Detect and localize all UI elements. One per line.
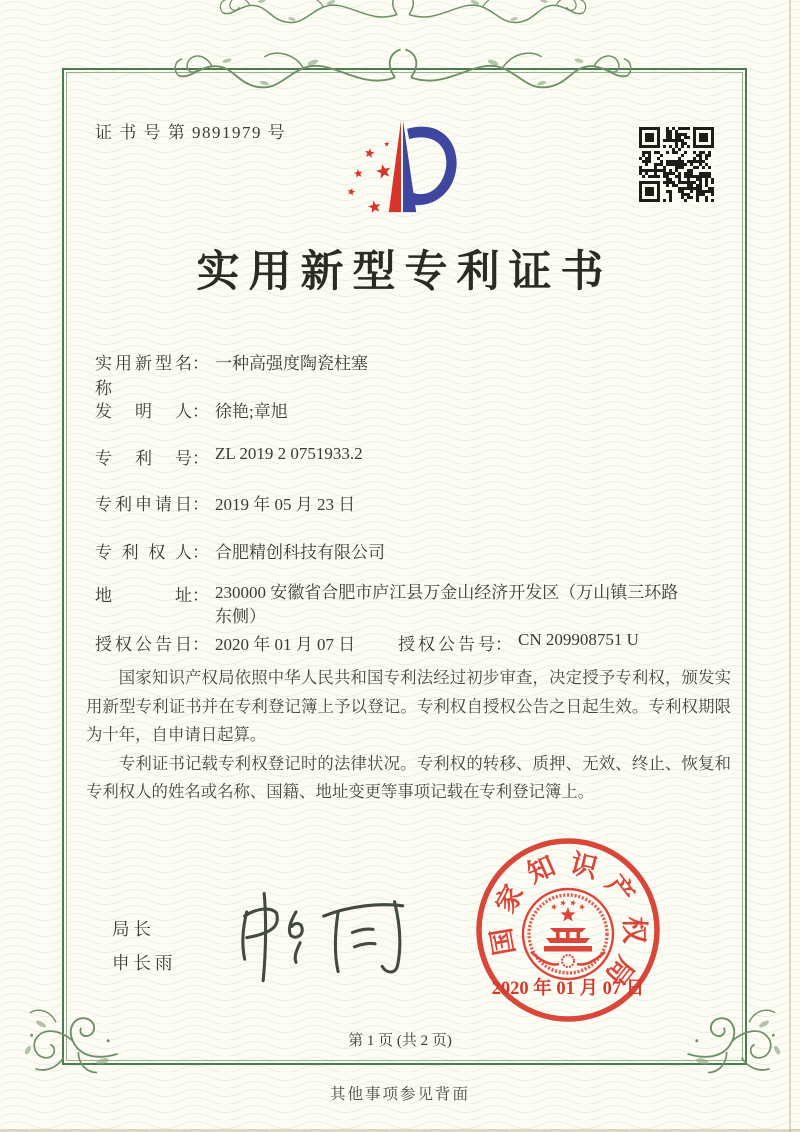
svg-text:知: 知 <box>522 850 560 889</box>
field-label: 实用新型名称 <box>95 354 192 398</box>
page-indicator: 第 1 页 (共 2 页) <box>348 1033 452 1049</box>
svg-text:识: 识 <box>567 848 601 884</box>
director-name: 申长雨 <box>112 953 177 973</box>
scan-edge-artifact <box>789 0 791 1132</box>
svg-text:国: 国 <box>485 925 521 958</box>
field-label: 发明人 <box>95 402 192 421</box>
field-row-grant <box>95 630 639 655</box>
seal-date: 2020 年 01 月 07 日 <box>491 979 645 999</box>
field-colon: ： <box>192 635 209 654</box>
field-row-filing-date <box>95 490 355 515</box>
cnipa-logo-icon <box>336 110 468 228</box>
legal-text-block <box>86 664 731 807</box>
svg-text:家: 家 <box>490 880 530 918</box>
field-value: 一种高强度陶瓷柱塞 <box>215 354 368 373</box>
back-side-note: 其他事项参见背面 <box>329 1086 470 1103</box>
legal-paragraph-1: 国家知识产权局依照中华人民共和国专利法经过初步审查，决定授予专利权，颁发实用新型专利证书并在专利登记簿上予以登记。专利权自授权公告之日起生效。专利权期限为十年，自申请日起算。 <box>86 668 731 745</box>
certificate-title: 实用新型专利证书 <box>196 249 613 296</box>
field-value: 2019 年 05 月 23 日 <box>215 495 356 514</box>
svg-text:产: 产 <box>599 869 641 910</box>
field-label: 地址 <box>95 586 192 605</box>
director-title: 局长 <box>112 919 155 939</box>
field-value: 徐艳;章旭 <box>215 402 288 421</box>
official-seal <box>468 830 668 1030</box>
legal-paragraph-2: 专利证书记载专利权登记时的法律状况。专利权的转移、质押、无效、终止、恢复和专利权人的姓名或名称、国籍、地址变更等事项记载在专利登记簿上。 <box>86 753 731 802</box>
director-signature <box>218 880 413 985</box>
field-value: 合肥精创科技有限公司 <box>215 543 385 562</box>
field-row-inventor <box>95 397 288 422</box>
field-pair-grant-number <box>398 630 639 655</box>
field-row-address <box>95 581 687 629</box>
grant-date-value: 2020 年 01 月 07 日 <box>215 635 356 654</box>
field-colon: ： <box>192 402 209 421</box>
field-colon: ： <box>192 586 209 605</box>
field-label: 专利号 <box>95 449 192 468</box>
field-colon: ： <box>495 635 512 654</box>
field-colon: ： <box>192 354 209 373</box>
svg-text:权: 权 <box>619 916 649 944</box>
field-colon: ： <box>192 495 209 514</box>
field-colon: ： <box>192 449 209 468</box>
field-value: ZL 2019 2 0751933.2 <box>215 444 363 463</box>
field-label: 授权公告日 <box>95 635 192 654</box>
svg-text:局: 局 <box>599 950 641 991</box>
field-value: 230000 安徽省合肥市庐江县万金山经济开发区（万山镇三环路东侧） <box>215 583 679 626</box>
field-colon: ： <box>192 543 209 562</box>
field-row-patent-number <box>95 444 363 469</box>
grant-number-value: CN 209908751 U <box>518 630 639 649</box>
field-row-name <box>95 349 368 399</box>
certificate-number: 证 书 号 第 9891979 号 <box>95 123 287 142</box>
field-label: 专利申请日 <box>95 495 192 514</box>
qr-code <box>639 127 714 202</box>
field-label: 专利权人 <box>95 543 192 562</box>
field-row-patentee <box>95 538 385 563</box>
field-label: 授权公告号 <box>398 635 495 654</box>
